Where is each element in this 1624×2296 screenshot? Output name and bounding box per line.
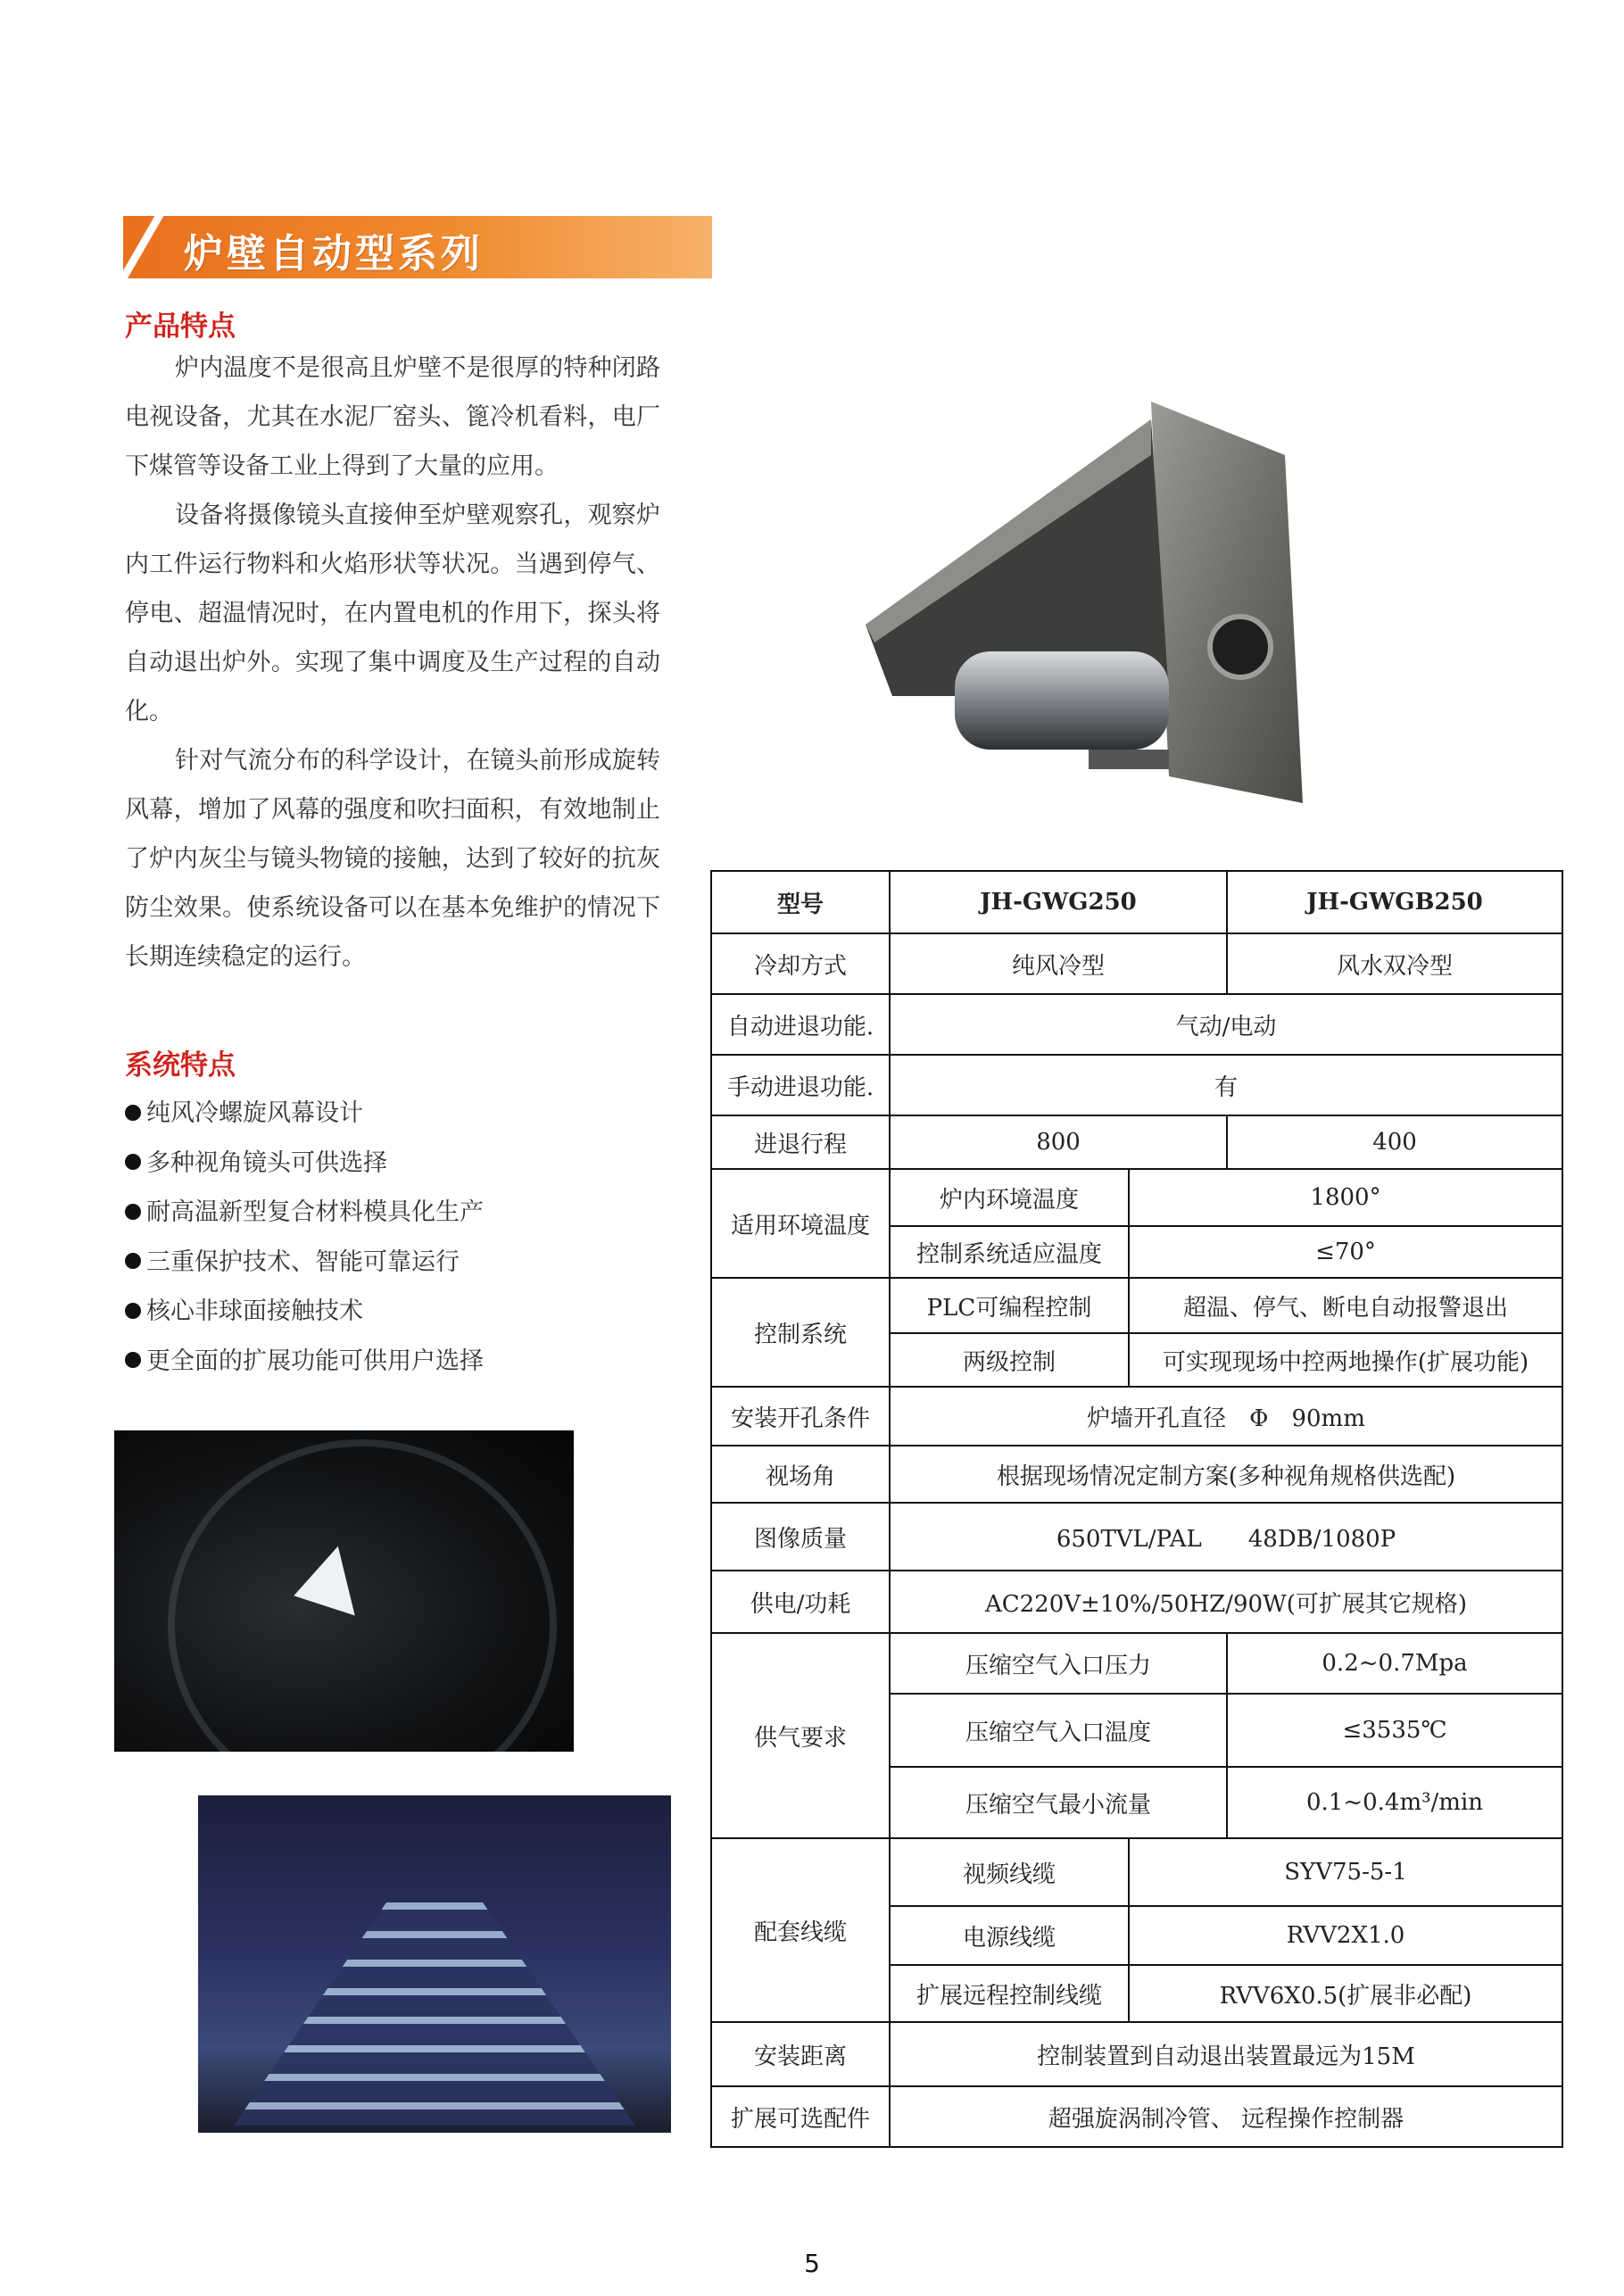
feature-item: 核心非球面接触技术 [125,1287,484,1337]
feature-item: 多种视角镜头可供选择 [125,1139,484,1189]
table-row [711,1633,1562,1694]
manual-value: 有 [890,1055,1562,1115]
stroke-label: 进退行程 [711,1115,890,1169]
power-label: 供电/功耗 [711,1571,890,1633]
table-row [711,1446,1562,1503]
manual-label: 手动进退功能. [711,1055,890,1115]
air-label: 供气要求 [711,1633,890,1838]
distance-label: 安装距离 [711,2022,890,2086]
table-row [711,1387,1562,1446]
table-row [711,994,1562,1055]
table-row [711,1115,1562,1169]
table-row [711,1838,1562,1906]
device-photo [857,402,1321,803]
spec-table [710,870,1563,2148]
camera-cylinder-shape [955,651,1169,750]
cooling-a: 纯风冷型 [890,933,1227,994]
feature-item: 三重保护技术、智能可靠运行 [125,1238,484,1288]
env-ctrl-label: 控制系统适应温度 [890,1226,1129,1278]
ctrl-two-value: 可实现现场中控两地操作(扩展功能) [1129,1333,1562,1387]
section-title: 炉壁自动型系列 [184,231,484,277]
product-paragraph-2: 设备将摄像镜头直接伸至炉壁观察孔，观察炉内工件运行物料和火焰形状等状况。当遇到停气、停电、超温情况时，在内置电机的作用下，探头将自动退出炉外。实现了集中调度及生产过程的自动化。 [125,501,660,725]
system-features-heading: 系统特点 [125,1049,236,1082]
auto-label: 自动进退功能. [711,994,890,1055]
install-label: 安装开孔条件 [711,1387,890,1446]
banner-slash-decoration [123,216,168,278]
cable-power-label: 电源线缆 [890,1906,1129,1965]
furnace-view-image-1 [114,1430,574,1752]
mount-plate-shape [1151,402,1303,803]
install-value: 炉墙开孔直径 Φ 90mm [890,1387,1562,1446]
cable-video-label: 视频线缆 [890,1838,1129,1906]
cable-remote-label: 扩展远程控制线缆 [890,1965,1129,2022]
furnace-view-image-2 [198,1795,671,2133]
power-value: AC220V±10%/50HZ/90W(可扩展其它规格) [890,1571,1562,1633]
air-flow-label: 压缩空气最小流量 [890,1767,1227,1838]
bullet-icon [125,1352,141,1368]
table-row [711,1503,1562,1571]
section-banner [123,216,712,278]
air-temp-label: 压缩空气入口温度 [890,1694,1227,1767]
feature-item: 耐高温新型复合材料模具化生产 [125,1188,484,1238]
air-temp-value: ≤3535℃ [1227,1694,1562,1767]
cable-power-value: RVV2X1.0 [1129,1906,1562,1965]
bullet-icon [125,1303,141,1319]
stroke-a: 800 [890,1115,1227,1169]
image-value: 650TVL/PAL 48DB/1080P [890,1503,1562,1571]
table-row [711,933,1562,994]
table-row [711,2086,1562,2147]
stroke-b: 400 [1227,1115,1562,1169]
model-label: 型号 [711,871,890,933]
product-paragraph-3: 针对气流分布的科学设计，在镜头前形成旋转风幕，增加了风幕的强度和吹扫面积，有效地制止了炉内灰尘与镜头物镜的接触，达到了较好的抗灰防尘效果。使系统设备可以在基本免维护的情况下长期连续稳定的运行。 [125,747,660,971]
lens-port-shape [1210,617,1271,677]
cooling-label: 冷却方式 [711,933,890,994]
bullet-icon [125,1105,141,1121]
air-flow-value: 0.1~0.4m³/min [1227,1767,1562,1838]
feature-item: 更全面的扩展功能可供用户选择 [125,1337,484,1387]
view-value: 根据现场情况定制方案(多种视角规格供选配) [890,1446,1562,1503]
system-features-list [125,1089,484,1386]
table-row [711,871,1562,933]
env-ctrl-value: ≤70° [1129,1226,1562,1278]
bullet-icon [125,1253,141,1269]
cable-video-value: SYV75-5-1 [1129,1838,1562,1906]
air-pressure-value: 0.2~0.7Mpa [1227,1633,1562,1694]
grate-shape [234,1902,635,2126]
feature-item: 纯风冷螺旋风幕设计 [125,1089,484,1139]
option-label: 扩展可选配件 [711,2086,890,2147]
table-row [711,1169,1562,1226]
model-b: JH-GWGB250 [1227,871,1562,933]
table-row [711,1278,1562,1333]
cable-label: 配套线缆 [711,1838,890,2022]
bullet-icon [125,1154,141,1170]
model-a: JH-GWG250 [890,871,1227,933]
table-row [711,1055,1562,1115]
env-furnace-label: 炉内环境温度 [890,1169,1129,1226]
cooling-b: 风水双冷型 [1227,933,1562,994]
distance-value: 控制装置到自动退出装置最远为15M [890,2022,1562,2086]
env-label: 适用环境温度 [711,1169,890,1278]
ctrl-plc-label: PLC可编程控制 [890,1278,1129,1333]
option-value: 超强旋涡制冷管、 远程操作控制器 [890,2086,1562,2147]
image-label: 图像质量 [711,1503,890,1571]
page-number: 5 [804,2249,820,2278]
view-label: 视场角 [711,1446,890,1503]
air-pressure-label: 压缩空气入口压力 [890,1633,1227,1694]
table-row [711,2022,1562,2086]
ctrl-label: 控制系统 [711,1278,890,1387]
cable-remote-value: RVV6X0.5(扩展非必配) [1129,1965,1562,2022]
product-features-heading: 产品特点 [125,311,236,343]
bracket-shape [1089,750,1169,769]
ctrl-two-label: 两级控制 [890,1333,1129,1387]
auto-value: 气动/电动 [890,994,1562,1055]
product-paragraph-1: 炉内温度不是很高且炉壁不是很厚的特种闭路电视设备，尤其在水泥厂窑头、篦冷机看料，电厂下煤管等设备工业上得到了大量的应用。 [125,354,660,480]
ctrl-plc-value: 超温、停气、断电自动报警退出 [1129,1278,1562,1333]
bullet-icon [125,1204,141,1220]
lens-ring-shape [168,1439,557,1752]
env-furnace-value: 1800° [1129,1169,1562,1226]
table-row [711,1571,1562,1633]
